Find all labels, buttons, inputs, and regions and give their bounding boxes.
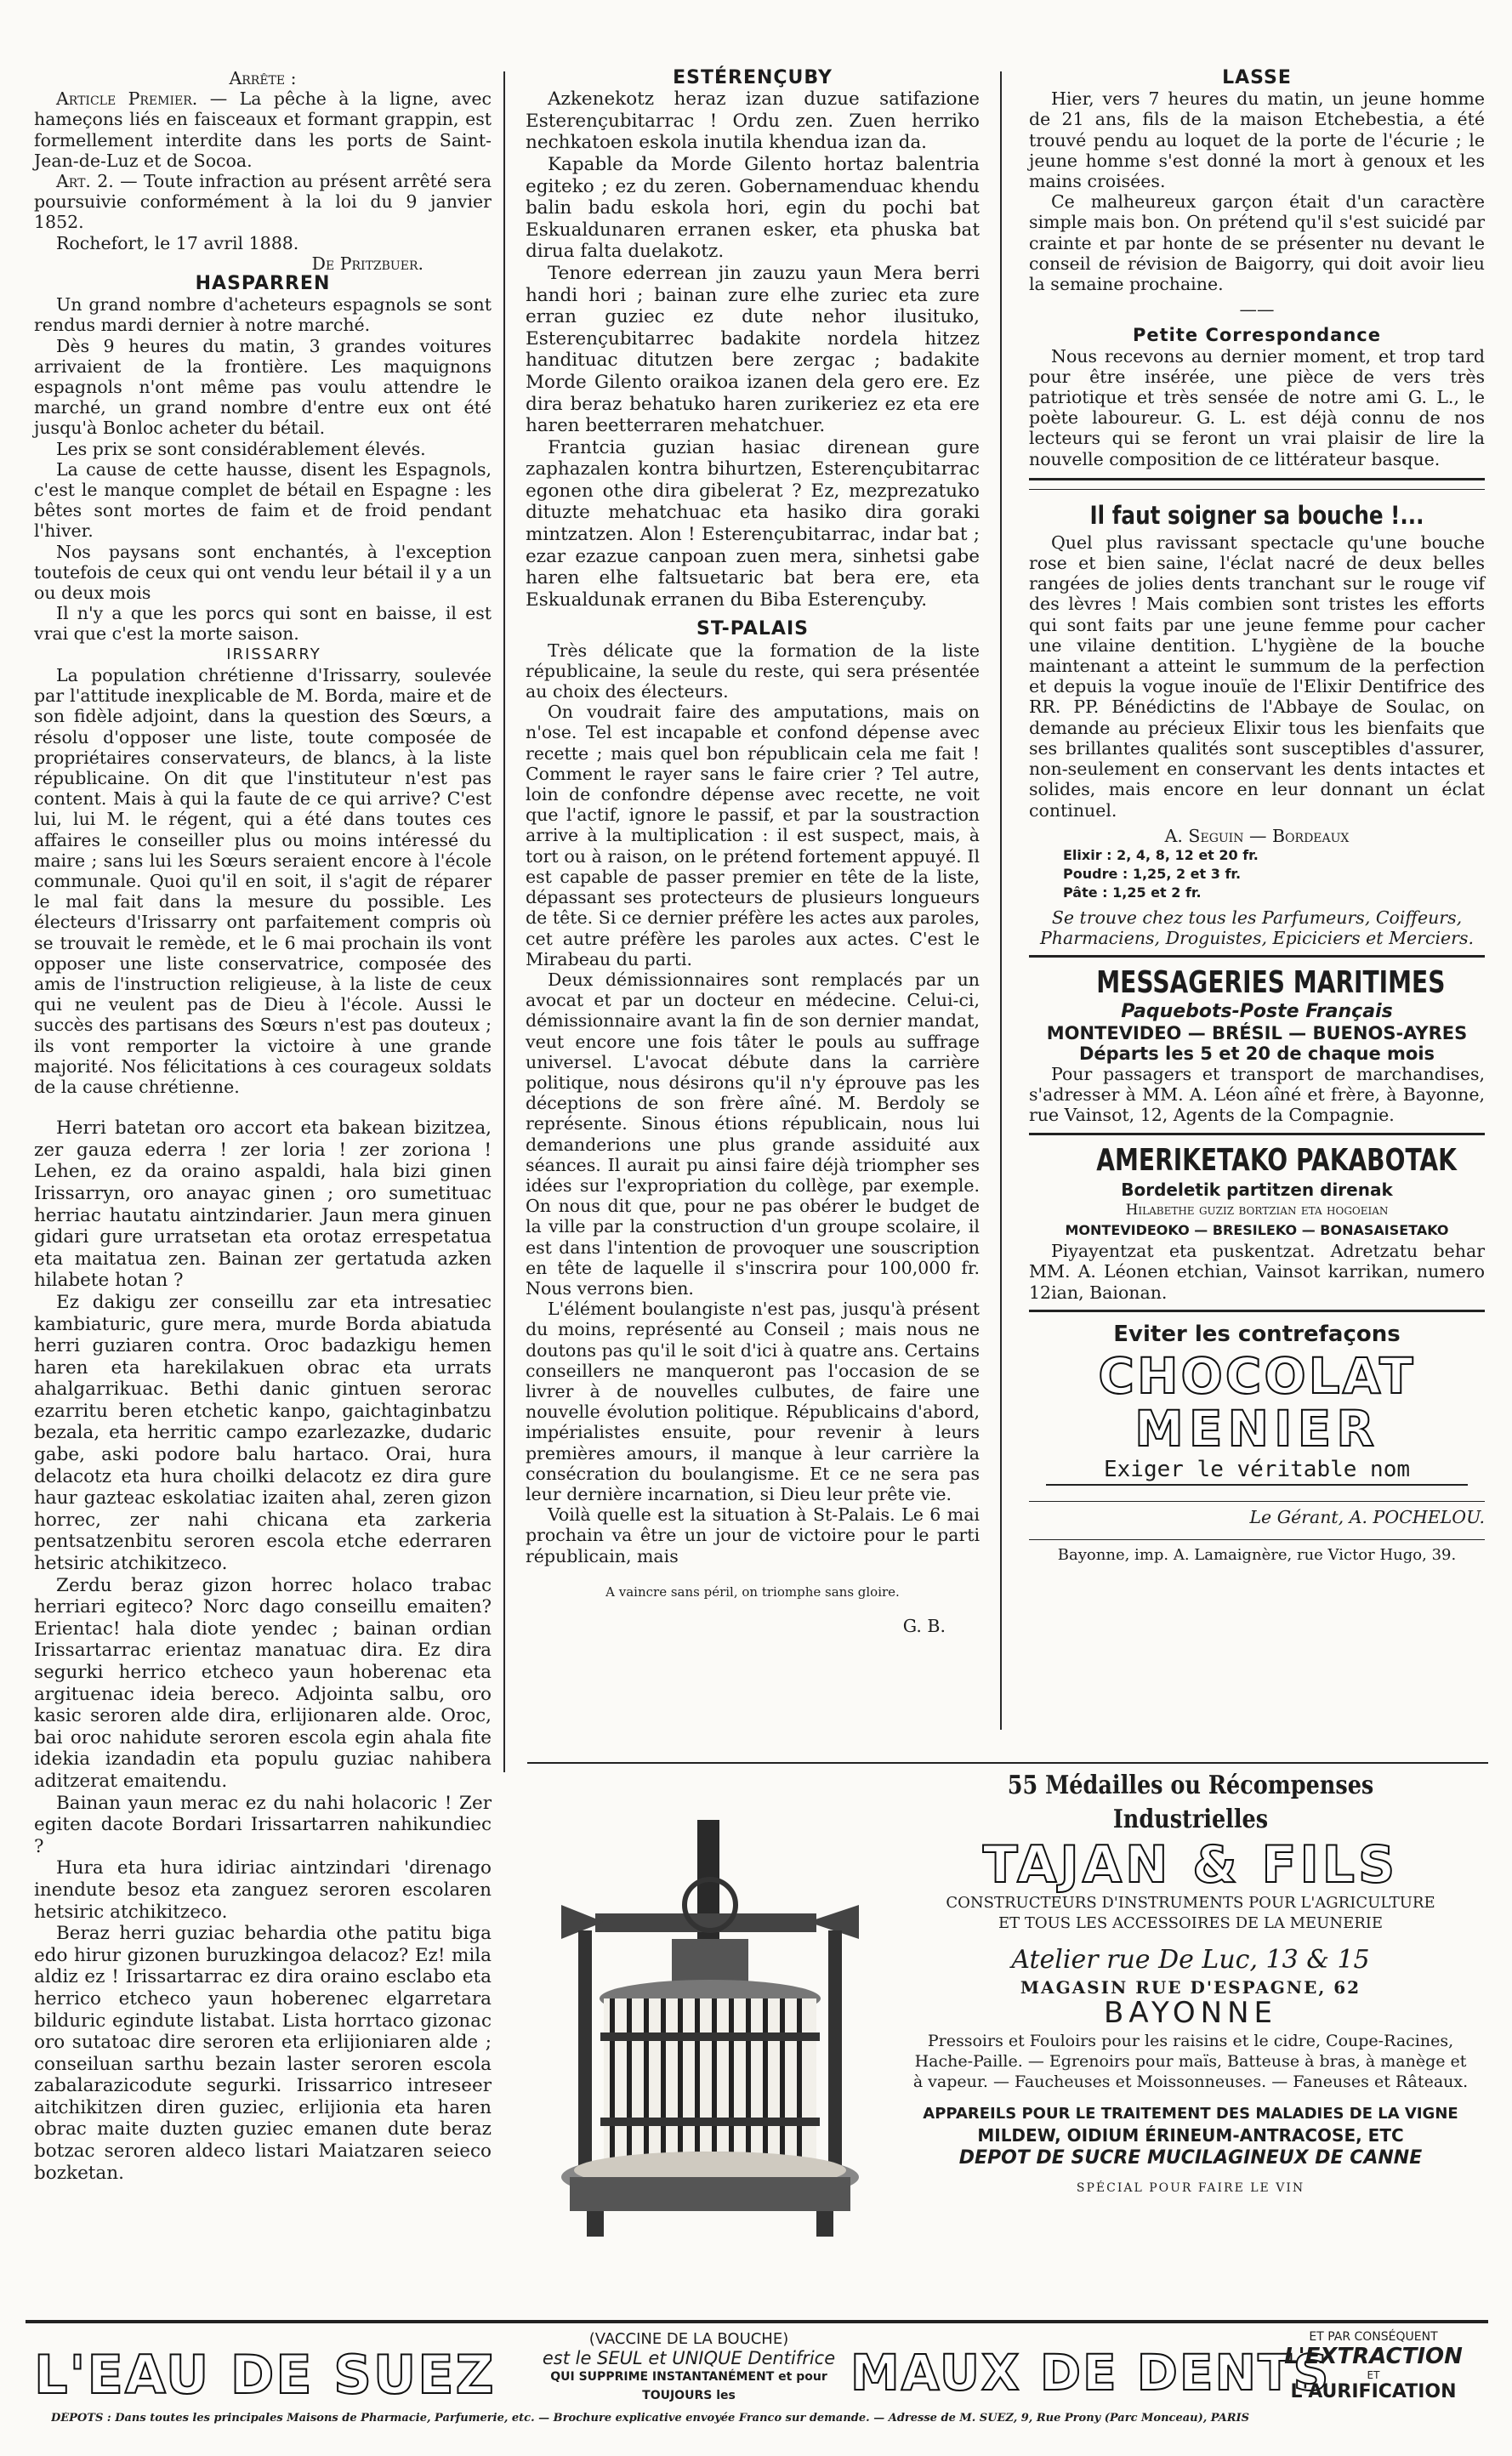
column-right [1029, 68, 1485, 1566]
suez-seul: est le SEUL et UNIQUE Dentifrice [542, 2348, 836, 2368]
ameriketako-title: AMERIKETAKO PAKABOTAK [1096, 1142, 1457, 1178]
price-poudre: Poudre : 1,25, 2 et 3 fr. [1063, 865, 1242, 882]
date-line: Rochefort, le 17 avril 1888. [56, 232, 299, 253]
suez-right [1259, 2330, 1488, 2402]
stpalais-title: ST-PALAIS [696, 618, 809, 640]
article-2-text: — Toute infraction au présent arrêté sera poursuivie conformément à la loi du 9 janvier 1852. [34, 171, 492, 233]
suez-right-3: ET [1367, 2369, 1380, 2381]
chocolat-top: Eviter les contrefaçons [1113, 1321, 1401, 1347]
hasparren-p1: Un grand nombre d'acheteurs espagnols se sont rendus mardi dernier à notre marché. [34, 294, 492, 336]
suez-top-rule [26, 2320, 1488, 2323]
imprimerie-line: Bayonne, imp. A. Lamaignère, rue Victor Hugo, 39. [1057, 1545, 1457, 1564]
ameriketako-sub: Bordeletik partitzen direnak [1121, 1179, 1393, 1200]
dash-separator: —— [1239, 299, 1275, 321]
tajan-atelier: Atelier rue De Luc, 13 & 15 [1011, 1945, 1370, 1975]
esterencuby-p4: Frantcia guzian hasiac direnean gure zaphazalen kontra bihurtzen, Esterençubitarrac egonen othe dira gibelerat ? Ez, mezprezatuko dituzte mehatchuac eta hasiko dira goraki mintzatzen. Alon ! Esterençubitarrac, indar bat ; ezar ezazue canpoan zuen mera, sinhetsi gabe haren elhe faltsuetaric bat bera ere, eta Eskualdunak erranen du Biba Esterençuby. [526, 436, 980, 611]
messageries-ad [1029, 955, 1485, 1125]
basque-article [34, 1117, 492, 2184]
lasse-p1: Hier, vers 7 heures du matin, un jeune homme de 21 ans, fils de la maison Etchebestia, a été trouvé pendu au loquet de la porte de l'écurie ; le jeune homme s'est donné la mort à genoux et les mains croisées. [1029, 88, 1485, 192]
hasparren-p4: La cause de cette hausse, disent les Espagnols, c'est le manque complet de bétail en Espagne : les bêtes sont mortes de faim et de froid pendant l'hiver. [34, 458, 492, 542]
stpalais-p2: On voudrait faire des amputations, mais on n'ose. Tel est incapable et confond dépense avec recette ; mais quel bon républicain cela me fait ! Comment le rayer sans le faire crier ? Tel autre, loin de confondre dépense avec recette, ne voit que l'actif, ignore le passif, et par la soustraction arrive à la multiplication : il est suspect, mais, à tort ou à raison, on le prétend fortement appuyé. Il est capable de passer premier en tête de la liste, dépassant ses protecteurs de plusieurs longueurs de tête. Si ce dernier préfère les actes aux paroles, cet autre préfère les paroles aux actes. C'est le Mirabeau du parti. [526, 702, 980, 969]
ameriketako-names: Hilabethe guziz bortzian eta hogoeian [1125, 1201, 1389, 1219]
stpalais-p1: Très délicate que la formation de la liste républicaine, la seule du reste, qui sera présentée au choix des électeurs. [526, 640, 980, 702]
bouche-title: Il faut soigner sa bouche !... [1089, 500, 1424, 530]
basque-p4: Bainan yaun merac ez du nahi holacoric ! Zer egiten dacote Bordari Irissartarren nahikundiec ? [34, 1792, 492, 1857]
hasparren-p6: Il n'y a que les porcs qui sont en baisse, il est vrai que c'est la morte saison. [34, 603, 492, 645]
esterencuby-p2: Kapable da Morde Gilento hortaz balentria egiteko ; ez du zeren. Gobernamenduac khendu balin badu eskola hori, egin du pochi bat Eskualdunaren erranen esker, eta phuska bat dirua falta duelakotz. [526, 153, 980, 263]
hasparren-p3: Les prix se sont considérablement élevés. [56, 438, 426, 459]
column-rule-left [503, 71, 505, 1772]
irissarry-p1: La population chrétienne d'Irissarry, soulevée par l'attitude inexplicable de M. Borda, maire et de son fidèle adjoint, dans la question des Sœurs, a résolu d'opposer une liste, toute composée de propriétaires conservateurs, de blancs, à la liste républicaine. On dit que l'instituteur n'est pas content. Mais à qui la faute de ce qui arrive? C'est lui, lui M. le régent, qui a été dans toutes ces affaires le conseiller plus ou moins intéressé du maire ; sans lui les Sœurs seraient encore à l'école communale. Quoi qu'il en soit, il s'agit de réparer le mal fait dans la mesure du possible. Les électeurs d'Irissarry ont parfaitement compris où se trouvait le remède, et le 6 mai prochain ils vont opposer une liste conservatrice, composée des amis de l'instruction religieuse, à la liste de ceux qui ne veulent pas de Dieu à l'école. Aussi le succès des partisans des Sœurs n'est pas douteux ; ils vont remporter la victoire à une grande majorité. Nos félicitations à ces courageux soldats de la cause chrétienne. [34, 664, 492, 1097]
tajan-special: SPÉCIAL POUR FAIRE LE VIN [1076, 2181, 1305, 2195]
suez-middle [536, 2330, 842, 2405]
suez-right-4: L'AURIFICATION [1290, 2381, 1457, 2402]
lasse-p2: Ce malheureux garçon était d'un caractère simple mais bon. On prétend qu'il s'est suicidé par crainte et par honte de se présenter nu devant le conseil de révision de Baigorry, qui doit avoir lieu la semaine prochaine. [1029, 191, 1485, 295]
tajan-ad [901, 1769, 1480, 2199]
imprimerie-block [1029, 1539, 1485, 1566]
article-1-text: — La pêche à la ligne, avec hameçons liés en faisceaux et formant grappin, est formellement interdite dans les ports de Saint-Jean-de-Luz et de Socoa. [34, 88, 492, 171]
basque-p6: Beraz herri guziac behardia othe patitu biga edo hirur gizonen buruzkingoa delacoz? Ez! mila aldiz ez ! Irissartarrac ez dira oraino esclabo eta herrico etcheco yaun hoberenec elgarretara bilduric egindute listabat. Lista horrtaco gizonac oro sutatoac dire seroren eta erlijioniaren alde ; conseiluan sarthu bezain laster seroren escola zabalarazicodute segurki. Irissarrico intreseer aitchikitzen diren guziec, erlijionia eta haren obrac maite duzten guziec emanen dute beraz botzac seroren aldeco listari Maiatzaren seieco bozketan. [34, 1923, 492, 2184]
price-pate: Pâte : 1,25 et 2 fr. [1063, 884, 1202, 901]
ad-separator [1029, 478, 1485, 490]
hasparren-p5: Nos paysans sont enchantés, à l'exception toutefois de ceux qui ont vendu leur bétail il y a un ou deux mois [34, 541, 492, 604]
suez-ad [34, 2330, 1480, 2432]
price-elixir: Elixir : 2, 4, 8, 12 et 20 fr. [1063, 846, 1259, 863]
suez-supprime: QUI SUPPRIME INSTANTANÉMENT et pour TOUJOURS les [550, 2370, 827, 2402]
initials: G. B. [902, 1616, 946, 1636]
article-1 [34, 88, 492, 171]
irissarry-title: IRISSARRY [226, 645, 321, 663]
hasparren-title: HASPARREN [195, 273, 331, 295]
esterencuby-article [526, 88, 980, 611]
suez-eau: L'EAU DE SUEZ [34, 2344, 496, 2406]
suez-maux: MAUX DE DENTS [850, 2344, 1331, 2402]
suez-right-2: L'EXTRACTION [1284, 2344, 1463, 2369]
suez-vaccine: (VACCINE DE LA BOUCHE) [588, 2330, 789, 2348]
signature: De Pritzbuer. [311, 253, 423, 274]
ameriketako-text: Piyayentzat eta puskentzat. Adretzatu behar MM. A. Léonen etchian, Vainsot karrikan, numero 12ian, Baionan. [1029, 1241, 1485, 1303]
lasse-title: LASSE [1222, 67, 1292, 88]
tajan-top-rule [527, 1762, 1488, 1764]
stpalais-p3: Deux démissionnaires sont remplacés par un avocat et par un docteur en médecine. Celui-ci, démissionnaire avant la fin de son dernier mandat, veut encore une fois tâter le pouls au suffrage universel. L'avocat débute dans la carrière politique, nous désirons qu'il n'y éprouve pas les déceptions de son frère aîné. M. Berdoly se représente. Sinous étions républicain, nous lui demanderions une plus grande assiduité aux séances. Il aurait pu ainsi faire déjà triompher ses idées sur l'expropriation du collège, par exemple. On nous dit que, pour ne pas obérer le budget de la ville par la construction d'un groupe scolaire, il est dans l'intention de provoquer une souscription en tête de laquelle il s'inscrira pour 100,000 fr. Nous verrons bien. [526, 969, 980, 1299]
esterencuby-p3: Tenore ederrean jin zauzu yaun Mera berri handi hori ; bainan zure elhe zuriec eta zure erran guziec ez dute nehor ilusituko, Esterençubitarrec badakite nordela hitzez handituac ditutzen bere zergac ; badakite Morde Gilento oraikoa izanen dela gero ere. Ez dira beraz behatuko haren zurikeriez ez eta ere haren beetterraren mehatchuer. [526, 262, 980, 437]
ameriketako-ad [1029, 1133, 1485, 1303]
tajan-appareils: APPAREILS POUR LE TRAITEMENT DES MALADIES DE LA VIGNE [923, 2105, 1458, 2123]
messageries-sub: Paquebots-Poste Français [1121, 1001, 1393, 1023]
column-rule-right [1000, 71, 1002, 1730]
basque-p2: Ez dakigu zer conseillu zar eta intresatiec kambiaturic, gure mera, murde Borda abiatuda herri guziaren contra. Oroc badazkigu hemen haren eta harekilakuen obrac eta urrats ahalgarrikuac. Bethi danic gintuen serorac ezarritu beren etchetic kanpo, gaichtaginbatzu bezala, eta herritic campo ezarlezazke, dudaric gabe, aski podore balu hartaco. Orai, hura delacotz eta hura choilki delacotz ez dira gure haur gazteac eskolatiac izaiten ahal, zeren gizon horrec, zer nahi chicana eta zarkeria pentsatzenbitu seroren escola etche ederraren hetsiric atchikitzeco. [34, 1291, 492, 1575]
price-list [1029, 846, 1485, 902]
correspondance-title: Petite Correspondance [1132, 325, 1381, 346]
esterencuby-p1: Azkenekotz heraz izan duzue satifazione Esterençubitarrac ! Ordu zen. Zuen herriko nechkatoen eskola inutila khendua izan da. [526, 88, 980, 154]
arrete-heading: Arrête : [229, 68, 297, 88]
basque-p5: Hura eta hura idiriac aintzindari 'direnago inendute besoz eta zanguez seroren escolaren hetsiric atchikitzeco. [34, 1857, 492, 1923]
suez-depots: DÉPOTS : Dans toutes les principales Maisons de Pharmacie, Parfumerie, etc. — Brochure explicative envoyée Franco sur demande. — Adresse de M. SUEZ, 9, Rue Prony (Parc Monceau), PARIS [51, 2412, 1249, 2425]
esterencuby-title: ESTÉRENÇUBY [673, 67, 833, 88]
motto: A vaincre sans péril, on triomphe sans gloire. [605, 1583, 900, 1600]
tajan-medals: 55 Médailles ou Récompenses Industrielles [1007, 1771, 1374, 1834]
basque-p3: Zerdu beraz gizon horrec holaco trabac herriari egiteco? Norc dago conseillu emaiten? Erientac! hala diote yendec ; bainan ordian Irissartarrac erientaz manatuac dira. Ez dira segurki herrico etcheco yaun hoberenac eta argituenac ideia bereco. Adjointa salbu, oro kasic seroren alde dira, erlijionaren alde. Oroc, bai oroc nahidute seroren escola egin ahala fite idekia izandadin eta populu guziac nahibera aditzerat emaitendu. [34, 1574, 492, 1792]
article-2-label: Art. 2. [56, 171, 114, 192]
chocolat-brand: CHOCOLAT [1098, 1346, 1416, 1405]
menier-brand: MENIER [1134, 1399, 1379, 1458]
press-staves [600, 1998, 820, 2169]
column-middle [526, 68, 980, 1636]
tajan-city: BAYONNE [1104, 1996, 1277, 2030]
ameriketako-route: MONTEVIDEOKO — BRESILEKO — BONASAISETAKO [1065, 1221, 1449, 1238]
article-1-label: Article Premier. [56, 88, 198, 110]
seguin-where: Se trouve chez tous les Parfumeurs, Coiffeurs, Pharmaciens, Droguistes, Epiciciers et Merciers. [1039, 907, 1474, 949]
basque-p1: Herri batetan oro accort eta bakean bizitzea, zer gauza ederra ! zer loria ! zer zoriona ! Lehen, ez da oraino aspaldi, hala bizi ginen Irissarryn, oro anayac ginen ; oro sumetituac herriac hautatu aintzindarier. Jaun mera ginuen gidari gure urratsetan eta orotaz errespetatua eta maitatua zen. Bainan zer gertatuda azken hilabete hotan ? [34, 1117, 492, 1292]
tajan-mildew: MILDEW, OIDIUM ÉRINEUM-ANTRACOSE, ETC [977, 2125, 1404, 2146]
messageries-title: MESSAGERIES MARITIMES [1096, 965, 1446, 1001]
messageries-route: MONTEVIDEO — BRÉSIL — BUENOS-AYRES [1046, 1022, 1468, 1043]
bouche-text: Quel plus ravissant spectacle qu'une bouche rose et bien saine, l'éclat nacré de deux belles rangées de jolies dents tranchant sur le rouge vif des lèvres ! Mais combien sont tristes les efforts qui sont faits par une jeune femme pour cacher une vilaine dentition. L'hygiène de la bouche maintenant a atteint le summum de la perfection et depuis la vogue inouïe de l'Elixir Dentifrice des RR. PP. Bénédictins de l'Abbaye de Soulac, on demande au précieux Elixir tous les bienfaits que ses brillantes qualités sont susceptibles d'assurer, non-seulement en conservant les dents intactes et solides, mais encore en leur donnant un éclat continuel. [1029, 532, 1485, 821]
chocolat-bottom: Exiger le véritable nom [1046, 1455, 1468, 1486]
stpalais-p5: Voilà quelle est la situation à St-Palais. Le 6 mai prochain va être un jour de victoire pour le parti républicain, mais [526, 1504, 980, 1566]
gerant-block [1029, 1501, 1485, 1527]
correspondance-text: Nous recevons au dernier moment, et trop tard pour être insérée, une pièce de vers très patriotique et très sensée de notre ami G. L., le poète laboureur. G. L. est déjà connu de nos lecteurs qui se feront un vrai plaisir de lire la nouvelle composition de ce littérateur basque. [1029, 345, 1485, 469]
tajan-magasin: MAGASIN RUE D'ESPAGNE, 62 [1020, 1977, 1361, 1998]
tajan-depot: DEPOT DE SUCRE MUCILAGINEUX DE CANNE [958, 2147, 1423, 2169]
wine-press-illustration [544, 1803, 876, 2245]
tajan-desc: Pressoirs et Fouloirs pour les raisins et le cidre, Coupe-Racines, Hache-Paille. — Egrenoirs pour maïs, Batteuse à bras, à manège et à vapeur. — Faucheuses et Moissonneuses. — Faneuses et Râteaux. [912, 2032, 1469, 2091]
tajan-name: TAJAN & FILS [982, 1835, 1399, 1895]
messageries-dates: Départs les 5 et 20 de chaque mois [1078, 1043, 1435, 1064]
chocolat-ad [1029, 1310, 1485, 1486]
gerant-line: Le Gérant, A. POCHELOU. [1249, 1506, 1485, 1527]
article-2 [34, 171, 492, 233]
stpalais-p4: L'élément boulangiste n'est pas, jusqu'à présent du moins, représenté au Conseil ; mais nous ne doutons pas qu'il le soit d'ici à quatre ans. Certains conseillers ne manqueront pas l'occasion de se livrer à de nouvelles culbutes, de faire une nouvelle évolution politique. Républicains d'abord, impérialistes ensuite, pour revenir à leurs premières amours, il manque à leur carrière la consécration du boulangisme. Et ce ne sera pas leur dernière incarnation, si Dieu leur prête vie. [526, 1299, 981, 1504]
column-left [34, 68, 492, 2184]
hasparren-p2: Dès 9 heures du matin, 3 grandes voitures arrivaient de la frontière. Les maquignons espagnols n'ont même pas voulu attendre le marché, un grand nombre d'entre eux ont été jusqu'à Bonloc acheter du bétail. [34, 335, 492, 439]
seguin-line: A. Seguin — Bordeaux [1164, 825, 1350, 846]
messageries-text: Pour passagers et transport de marchandises, s'adresser à MM. A. Léon aîné et frère, à Bayonne, rue Vainsot, 12, Agents de la Compagnie. [1029, 1063, 1485, 1126]
tajan-constructeurs: CONSTRUCTEURS D'INSTRUMENTS POUR L'AGRICULTURE ET TOUS LES ACCESSOIRES DE LA MEUNERIE [946, 1894, 1435, 1932]
suez-right-1: ET PAR CONSÉQUENT [1309, 2330, 1438, 2344]
